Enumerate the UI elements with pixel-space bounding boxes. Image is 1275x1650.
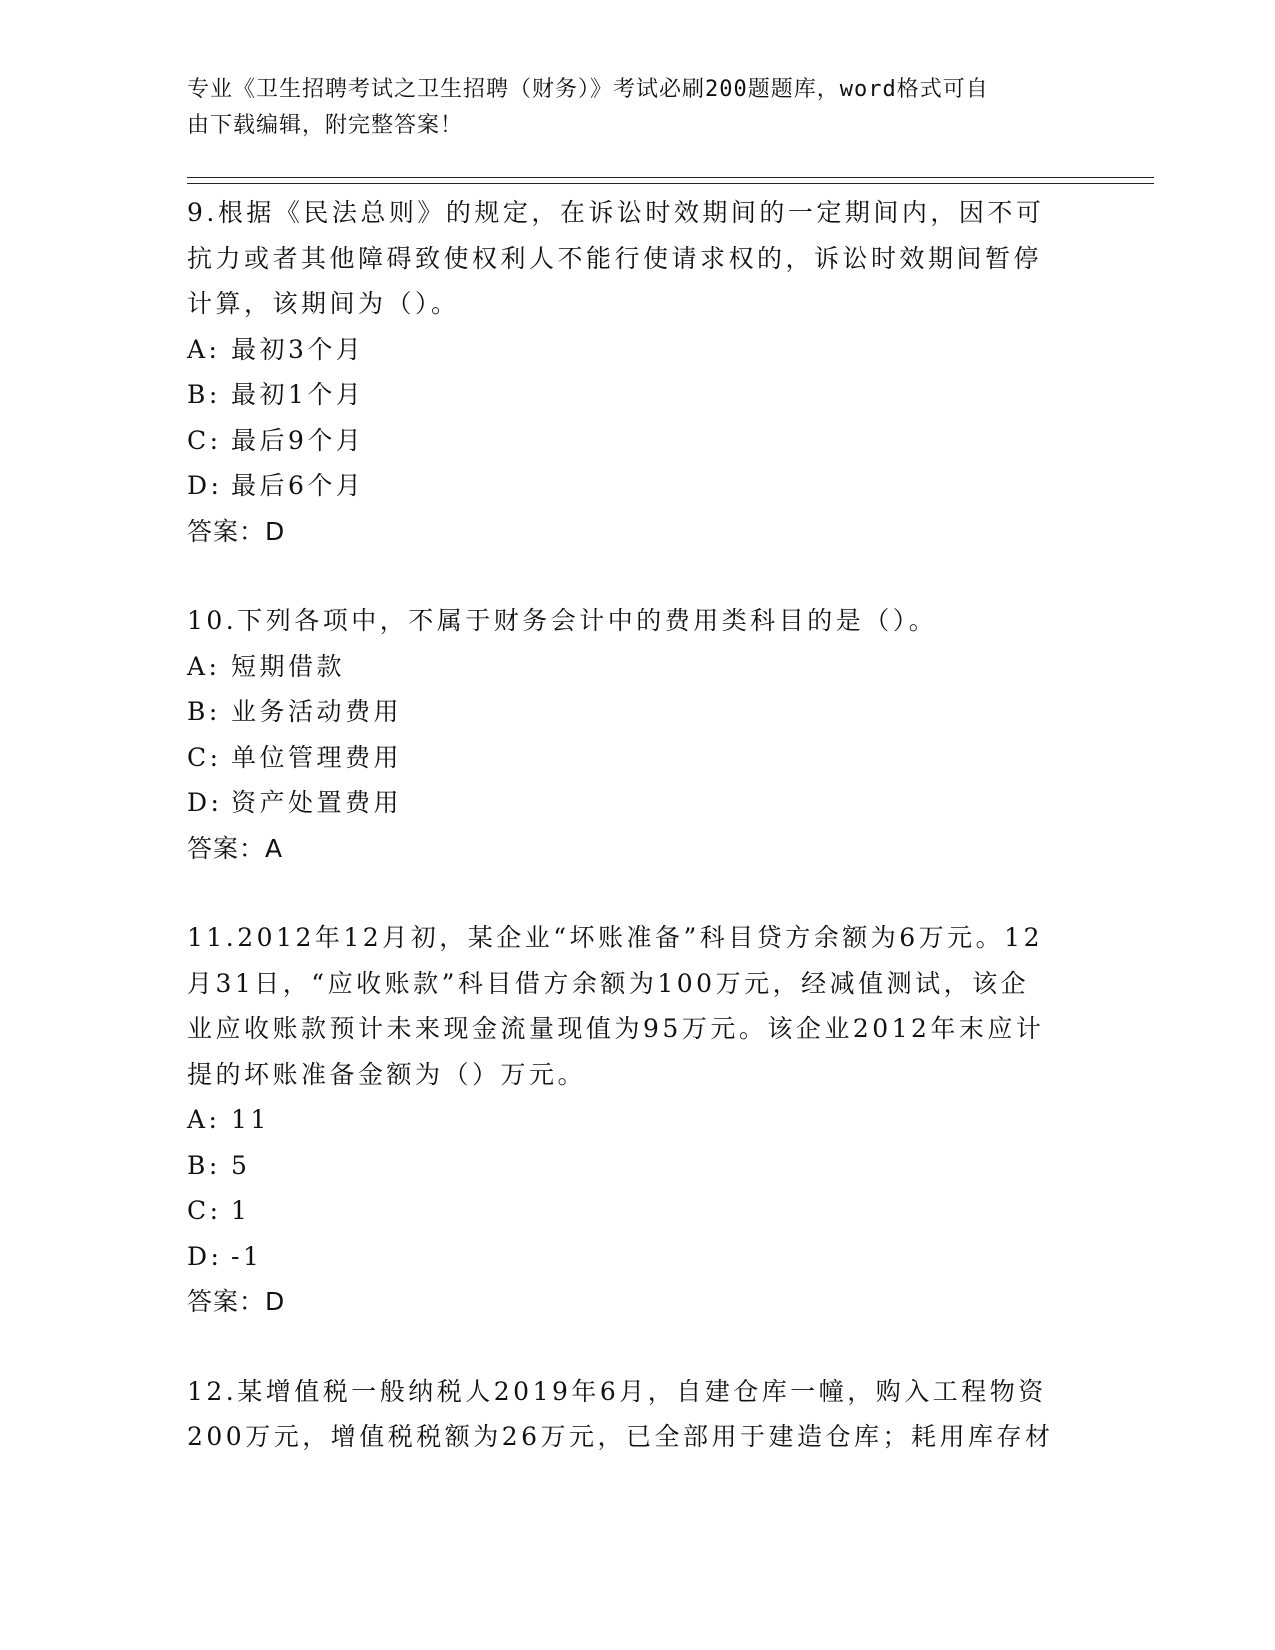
- option-b: [187, 689, 1087, 735]
- option-key: C:: [187, 1196, 222, 1225]
- question-12: [187, 1369, 1087, 1460]
- option-text: 资产处置费用: [231, 788, 403, 817]
- question-stem-line: 9.根据《民法总则》的规定，在诉讼时效期间的一定期间内，因不可: [187, 198, 1045, 227]
- option-text: 最初1个月: [231, 380, 365, 409]
- option-key: B:: [187, 697, 221, 726]
- option-a: [187, 644, 1087, 690]
- answer-line: 答案：D: [187, 516, 286, 546]
- header-divider-bottom: [187, 183, 1154, 184]
- option-text: 最初3个月: [231, 334, 365, 364]
- header-intro-line-1: 专业《卫生招聘考试之卫生招聘（财务）》考试必刷200题题库，word格式可自: [187, 77, 989, 102]
- option-c: [187, 418, 1087, 464]
- option-text: 单位管理费用: [231, 742, 403, 772]
- option-c: [187, 735, 1087, 781]
- answer-line: 答案：D: [187, 1287, 286, 1316]
- question-stem-line: 200万元，增值税税额为26万元，已全部用于建造仓库；耗用库存材: [187, 1422, 1054, 1451]
- question-stem-line: 12.某增值税一般纳税人2019年6月，自建仓库一幢，购入工程物资: [187, 1376, 1047, 1406]
- question-9: [187, 190, 1087, 554]
- option-text: 业务活动费用: [231, 697, 403, 726]
- question-11: [187, 915, 1087, 1325]
- option-key: A:: [187, 334, 221, 364]
- question-stem-line: 10.下列各项中，不属于财务会计中的费用类科目的是（）。: [187, 606, 938, 635]
- option-key: C:: [187, 742, 222, 772]
- option-text: -1: [231, 1241, 263, 1271]
- option-key: D:: [187, 1241, 223, 1271]
- option-d: [187, 1234, 1087, 1280]
- question-10: [187, 598, 1087, 871]
- document-header: [187, 72, 1067, 144]
- option-c: [187, 1188, 1087, 1234]
- option-key: B:: [187, 1150, 221, 1180]
- option-text: 最后9个月: [231, 425, 365, 455]
- option-d: [187, 780, 1087, 826]
- option-key: B:: [187, 380, 221, 409]
- question-stem-line: 月31日，“应收账款”科目借方余额为100万元，经减值测试，该企: [187, 968, 1030, 998]
- question-stem-line: 计算，该期间为（）。: [187, 289, 460, 318]
- option-b: [187, 372, 1087, 418]
- question-stem-line: 提的坏账准备金额为（）万元。: [187, 1059, 587, 1089]
- option-text: 短期借款: [231, 651, 346, 681]
- option-text: 5: [231, 1150, 251, 1180]
- option-key: A:: [187, 651, 221, 681]
- option-key: D:: [187, 471, 223, 500]
- option-text: 11: [231, 1105, 270, 1134]
- header-intro-line-2: 由下载编辑，附完整答案！: [187, 113, 464, 138]
- option-key: D:: [187, 788, 223, 817]
- header-divider-top: [187, 177, 1154, 178]
- option-a: [187, 327, 1087, 373]
- question-stem-line: 抗力或者其他障碍致使权利人不能行使请求权的，诉讼时效期间暂停: [187, 243, 1043, 273]
- option-text: 1: [231, 1196, 251, 1225]
- question-stem-line: 11.2012年12月初，某企业“坏账准备”科目贷方余额为6万元。12: [187, 923, 1043, 952]
- option-key: A:: [187, 1105, 221, 1134]
- option-key: C:: [187, 425, 222, 455]
- option-b: [187, 1143, 1087, 1189]
- option-text: 最后6个月: [231, 471, 365, 500]
- question-stem-line: 业应收账款预计未来现金流量现值为95万元。该企业2012年末应计: [187, 1014, 1045, 1043]
- option-a: [187, 1097, 1087, 1143]
- option-d: [187, 463, 1087, 509]
- answer-line: 答案：A: [187, 833, 284, 863]
- question-list: [187, 190, 1087, 1482]
